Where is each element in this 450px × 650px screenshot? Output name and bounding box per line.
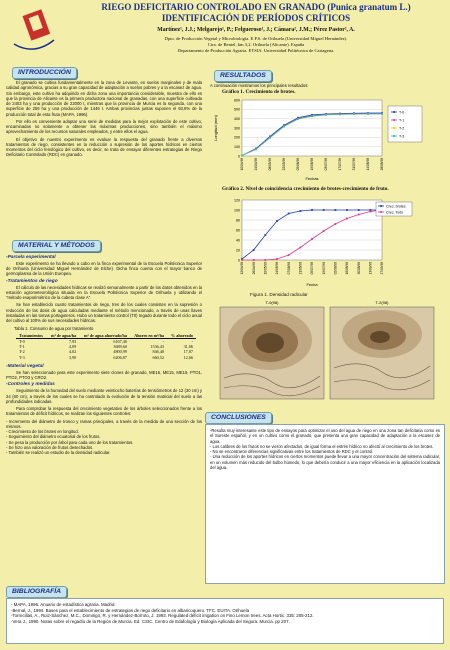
x-tick-label: 31/07/98: [352, 158, 357, 171]
table-cell: 660,52: [152, 354, 164, 360]
x-tick-label: 10/05/98: [263, 262, 268, 275]
data-point: [325, 114, 327, 116]
data-point: [253, 259, 255, 261]
conclusions-heading: CONCLUSIONES: [205, 412, 272, 424]
data-point: [381, 113, 383, 115]
data-point: [367, 113, 369, 115]
table-cell: 846,40: [152, 349, 164, 355]
x-tick-label: 13/09/98: [368, 262, 373, 275]
data-point: [323, 209, 325, 211]
table-cell: 3,90: [68, 354, 77, 360]
vegetal-text: Se han seleccionado para este experimento siete clones de granado, ME16, ME15, ME19, PTO1, PTO2, PTO3 y CRO2.: [6, 369, 202, 381]
results-intro: A continuación mostramos los principales resultados:: [210, 83, 309, 88]
data-point: [339, 113, 341, 115]
materials-heading: MATERIAL Y MÉTODOS: [12, 240, 101, 252]
legend-marker: [393, 135, 395, 137]
controles-subheading: -Controles y medidas: [6, 382, 55, 388]
x-tick-label: 22/05/98: [282, 158, 287, 171]
parcela-text: Este experimento se ha llevado a cabo en la finca experimental de la Escuela Politécnica Superior de Orihuela (Universidad Miguel Hernández de Elche). Dicha finca cuenta con el mayor banco de germoplasma de la Unión Europea.: [6, 260, 202, 277]
bibliography-panel: [6, 598, 444, 644]
data-point: [269, 137, 271, 139]
parcela-subheading: -Parcela experimental: [6, 255, 56, 260]
data-point: [241, 155, 243, 157]
conclusion-item: - No se encontraron diferencias significativas entre los tratamientos de RDC y el control.: [210, 449, 374, 454]
tratamientos-text: El cálculo de las necesidades hídricas se realizó semanalmente a partir de los datos obtenidos en la estación agrometeorológica situada en la Escuela Politécnica Superior de Orihuela y utilizando el "método evaporimétrico de la cubeta clase A".: [6, 284, 202, 301]
bibliography-item: -Bernal, J., 1994. Bases para el establecimiento de estrategias de riego deficitario en albaricoquero. TFC. EUITA. Orihuela: [11, 607, 250, 613]
table-header-cell: m³ de agua ahorrado/ha: [79, 333, 130, 339]
table-cell: 3689,60: [113, 344, 127, 350]
affiliation-1: Dpto. de Producción Vegetal y Microbiología. E.P.S. de Orihuela (Universidad Miguel Hernández).: [164, 36, 348, 41]
data-point: [346, 218, 348, 220]
y-tick-label: 600: [234, 98, 240, 103]
legend-label: T-1: [399, 118, 405, 123]
x-tick-label: 02/08/98: [333, 262, 338, 275]
table-cell: 4800,99: [113, 349, 127, 355]
controles-text: Para comprobar la respuesta del crecimiento vegetativo de los árboles seleccionados frente a los tratamientos de déficit hídricos, se realizan los siguientes controles:: [6, 406, 202, 417]
legend-marker: [393, 111, 395, 113]
x-tick-label: 16/08/98: [345, 262, 350, 275]
materials-section: [6, 253, 202, 455]
legend-label: T-0: [399, 110, 405, 115]
y-tick-label: 60: [236, 228, 240, 233]
authors: Martínez¹, J.J.; Melgarejo¹, P.; Felgueroso¹, J.; Cámara², J.M.; Pérez Pastor², A.: [157, 27, 355, 33]
x-tick-label: 19/06/98: [310, 158, 315, 171]
x-tick-label: 08/05/98: [268, 158, 273, 171]
data-point: [358, 214, 360, 216]
x-tick-label: 19/07/98: [321, 262, 326, 275]
data-point: [369, 211, 371, 213]
title-line-1: RIEGO DEFICITARIO CONTROLADO EN GRANADO (Punica granatum L.): [101, 2, 411, 12]
data-point: [299, 247, 301, 249]
intro-paragraph: El granado se cultiva fundamentalmente en la zona de Levante, en suelos marginales y de mala calidad agronómica, gracias a su gran capacidad de adaptación a suelos pobres y a la escasez de agua. Sin embargo, este cultivo ha adquirido en dicha zona una importancia considerable, muestra de ello es que la provincia de Alicante es la primera productora nacional de granadas, con una superficie cultivada de 2403 ha y una producción de 22000 t, mientras que la provincia de Murcia es la segunda, con una superficie de 256 ha y una producción de 1446 t. Ambas provincias juntas suponen el 93,6% de la producción total de esta fruta (MAPA, 1996).: [6, 80, 202, 117]
data-point: [311, 115, 313, 117]
table-cell: 4,09: [68, 344, 77, 350]
x-tick-label: 03/07/98: [324, 158, 329, 171]
data-point: [241, 259, 243, 261]
y-tick-label: 80: [236, 218, 240, 223]
x-tick-label: 30/08/98: [356, 262, 361, 275]
table-cell: 1536,43: [150, 344, 164, 350]
y-tick-label: 500: [234, 107, 240, 112]
table-cell: T-1: [19, 344, 25, 350]
conclusions-panel: [205, 424, 445, 584]
x-tick-label: 05/07/98: [310, 262, 315, 275]
root-density-figure: [212, 298, 440, 404]
data-point: [288, 254, 290, 256]
data-point: [288, 213, 290, 215]
data-point: [353, 113, 355, 115]
y-tick-label: 100: [234, 208, 240, 213]
x-tick-label: 26/04/98: [251, 262, 256, 275]
table-caption: Tabla 1. Consumo de agua por tratamiento: [14, 326, 94, 332]
table-cell: -: [191, 338, 193, 344]
data-point: [299, 210, 301, 212]
data-point: [311, 209, 313, 211]
x-axis-label: Fecha: [306, 282, 318, 287]
university-logo: [8, 4, 60, 56]
y-axis-label: Longitud (mm): [213, 115, 218, 141]
data-point: [334, 209, 336, 211]
y-tick-label: 100: [234, 144, 240, 149]
x-tick-label: 24/04/98: [254, 158, 259, 171]
data-point: [334, 223, 336, 225]
intro-paragraph: El objetivo de nuestro experimento es evaluar la respuesta del granado frente a diversos tratamientos de riego, consistentes en la reducción o supresión de los aportes hídricos en ciertos momentos del ciclo fenológico del cultivo, es decir, se trata de ensayar diferentes estrategias de Riego Deficitario Controlado (RDC) en granado.: [6, 136, 202, 158]
affiliation-3: Departamento de Producción Agraria. ETSIA. Universidad Politécnica de Cartagena.: [177, 48, 335, 53]
bibliography-item: - MAPA, 1996. Anuario de estadística agraria. Madrid.: [11, 602, 116, 607]
water-consumption-table: [16, 333, 196, 360]
list-item: - También se realizó un estudio de la densidad radicular.: [6, 450, 111, 456]
university-logo-icon: [8, 4, 60, 56]
table-cell: 4,02: [68, 349, 77, 355]
tratamientos-text: Se han establecido cuatro tratamientos de riego, tres de los cuales consisten en la supresión o reducción de las dosis de agua calculadas mediante el método mencionado, a través de unas llaves instaladas en las tomas portagoteros. Hubo un tratamiento control (T0) regado durante todo el ciclo anual del cultivo al 100% de sus necesidades hídricas.: [6, 302, 202, 324]
poster-title: [62, 2, 450, 24]
table-cell: 6206,87: [113, 354, 127, 360]
affiliation-2: Ctra. de Beniel, km 3,2. Orihuela (Alicante). España: [207, 42, 305, 47]
x-tick-label: 14/08/98: [366, 158, 371, 171]
poster-header: [0, 0, 450, 64]
table-cell: 17,07: [183, 349, 193, 355]
legend-marker: [380, 211, 382, 213]
table-header-cell: % ahorrado: [167, 333, 196, 339]
intro-heading: INTRODUCCIÓN: [12, 67, 77, 79]
data-point: [297, 118, 299, 120]
data-point: [255, 148, 257, 150]
table-cell: 31,06: [183, 344, 193, 350]
data-point: [253, 249, 255, 251]
y-tick-label: 300: [234, 126, 240, 131]
x-tick-label: 07/06/98: [286, 262, 291, 275]
table-header-cell: Tratamientos: [16, 333, 47, 339]
figure1-caption: Figura 1. Densidad radicular: [250, 292, 308, 297]
table-cell: 12,66: [183, 354, 193, 360]
list-item: - Crecimiento de los brotes en longitud.: [6, 429, 79, 435]
y-tick-label: 40: [236, 238, 240, 243]
table-cell: T-0: [19, 338, 25, 344]
legend-marker: [393, 119, 395, 121]
data-point: [323, 230, 325, 232]
legend-marker: [393, 127, 395, 129]
data-point: [276, 220, 278, 222]
bibliography-item: -Vera J., 1990. Notas sobre el regadío de la Región de Murcia. Ed. CSIC. Centro de Edafología y Biología Aplicada del Segura. Murcia. pp 207.: [11, 618, 290, 624]
data-point: [283, 125, 285, 127]
contour-map-right: [330, 307, 434, 399]
x-tick-label: 27/09/98: [380, 262, 385, 275]
vegetal-subheading: -Material vegetal: [6, 363, 44, 369]
x-tick-label: 28/08/98: [380, 158, 385, 171]
table-header-cell: m³ de agua/ha: [47, 333, 79, 339]
table-cell: 6167,40: [113, 338, 127, 344]
list-item: - Se hizo una valoración de frutos desechados.: [6, 444, 94, 450]
results-heading: RESULTADOS: [214, 70, 272, 82]
contour-right-label: T-2(98): [375, 300, 389, 305]
table-row: [16, 355, 196, 360]
controles-text: Seguimiento de la humedad del suelo mediante veintiocho baterías de tensiómetros de 12 (30 cm) y 24 (60 cm), a través de los cuales se ha controlado la evolución de la tensión matricial del suelo a las profundidades indicadas.: [6, 388, 202, 404]
data-point: [264, 234, 266, 236]
y-tick-label: 0: [238, 154, 240, 159]
legend-label: Crec. fruto: [386, 210, 403, 215]
table-cell: T-3: [19, 354, 25, 360]
coincidence-chart: [212, 196, 428, 288]
x-tick-label: 05/06/98: [296, 158, 301, 171]
table-header-cell: Ahorro en m³/ha: [130, 333, 167, 339]
legend-label: Crec. brotes: [386, 204, 406, 209]
legend-marker: [380, 205, 382, 207]
list-item: - Incremento del diámetro de tronco y ramas principales, a través de la medida de una sección de los mismos.: [6, 418, 202, 429]
table-cell: 7,93: [68, 338, 77, 344]
data-point: [346, 209, 348, 211]
contour-map-left: [220, 307, 324, 399]
y-tick-label: 200: [234, 135, 240, 140]
y-tick-label: 0: [238, 258, 240, 263]
list-item: - Se pesa la producción por árbol para cada uno de los tratamientos.: [6, 439, 134, 445]
conclusion-item: - Los calibres de los frutos no se vieron afectados, de igual forma el estrés hídrico no afectó al crecimiento de los brotes.: [210, 443, 434, 449]
x-tick-label: 24/05/98: [275, 262, 280, 275]
title-line-2: IDENTIFICACIÓN DE PERÍODOS CRÍTICOS: [161, 13, 351, 23]
table-cell: -: [162, 338, 164, 344]
x-tick-label: 21/06/98: [298, 262, 303, 275]
list-item: - Seguimiento del diámetro ecuatorial de los frutos.: [6, 434, 101, 440]
x-tick-label: 12/04/98: [240, 262, 245, 275]
y-tick-label: 120: [234, 198, 240, 203]
data-point: [276, 258, 278, 260]
x-axis-label: Fechas: [305, 176, 319, 181]
bibliography-heading: BIBLIOGRAFÍA: [6, 586, 67, 598]
tratamientos-subheading: -Tratamientos de riego: [6, 278, 58, 284]
y-tick-label: 20: [236, 248, 240, 253]
legend-label: T-3: [399, 134, 405, 139]
x-tick-label: 10/04/98: [240, 158, 245, 171]
data-point: [311, 238, 313, 240]
chart-legend: [388, 106, 422, 142]
conclusion-item: -Resulta muy interesante este tipo de ensayos para optimizar el uso del agua de riego en una zona tan deficitaria como es el Sureste español, y en un cultivo como el granado, que presenta una gran capacidad de adaptación a la escasez de agua.: [210, 428, 440, 444]
y-tick-label: 400: [234, 116, 240, 121]
chart2-caption: Gráfico 2. Nivel de coincidencia crecimiento de brotes-crecimiento de fruto.: [222, 186, 389, 192]
data-point: [358, 209, 360, 211]
bibliography-item: -Torrecillas, A., Ruiz-Sánchez, M.C., Domingo, R. y Hernández-Borroto, J. 1993. Regulated déficit irrigation on Fino Lemon trees. Acta Hortic. 335: 205-212.: [11, 613, 314, 618]
intro-paragraph: Por ello es conveniente adoptar una serie de medidas para la mejor explotación de este cultivo, encaminadas no solamente a obtener las máximas producciones, sino también el máximo aprovechamiento de los recursos naturales empleados, y entre ellos el agua.: [6, 118, 202, 135]
x-tick-label: 17/07/98: [338, 158, 343, 171]
chart1-caption: Gráfico 1. Crecimiento de brotes.: [222, 89, 296, 95]
conclusion-item: - Una reducción de los aportes hídricos en ciertos momentos puede llevar a una mayor concentración del sistema radicular, en un volumen más reducido del bulbo húmedo, lo que debería conducir a una mayor eficiencia en la aplicación localizada del agua.: [210, 454, 440, 470]
contour-left-label: T-0(98): [265, 300, 279, 305]
intro-section: [6, 80, 202, 160]
legend-label: T-2: [399, 126, 405, 131]
shoot-growth-chart: [212, 96, 428, 182]
data-point: [264, 259, 266, 261]
table-cell: T-2: [19, 349, 25, 355]
